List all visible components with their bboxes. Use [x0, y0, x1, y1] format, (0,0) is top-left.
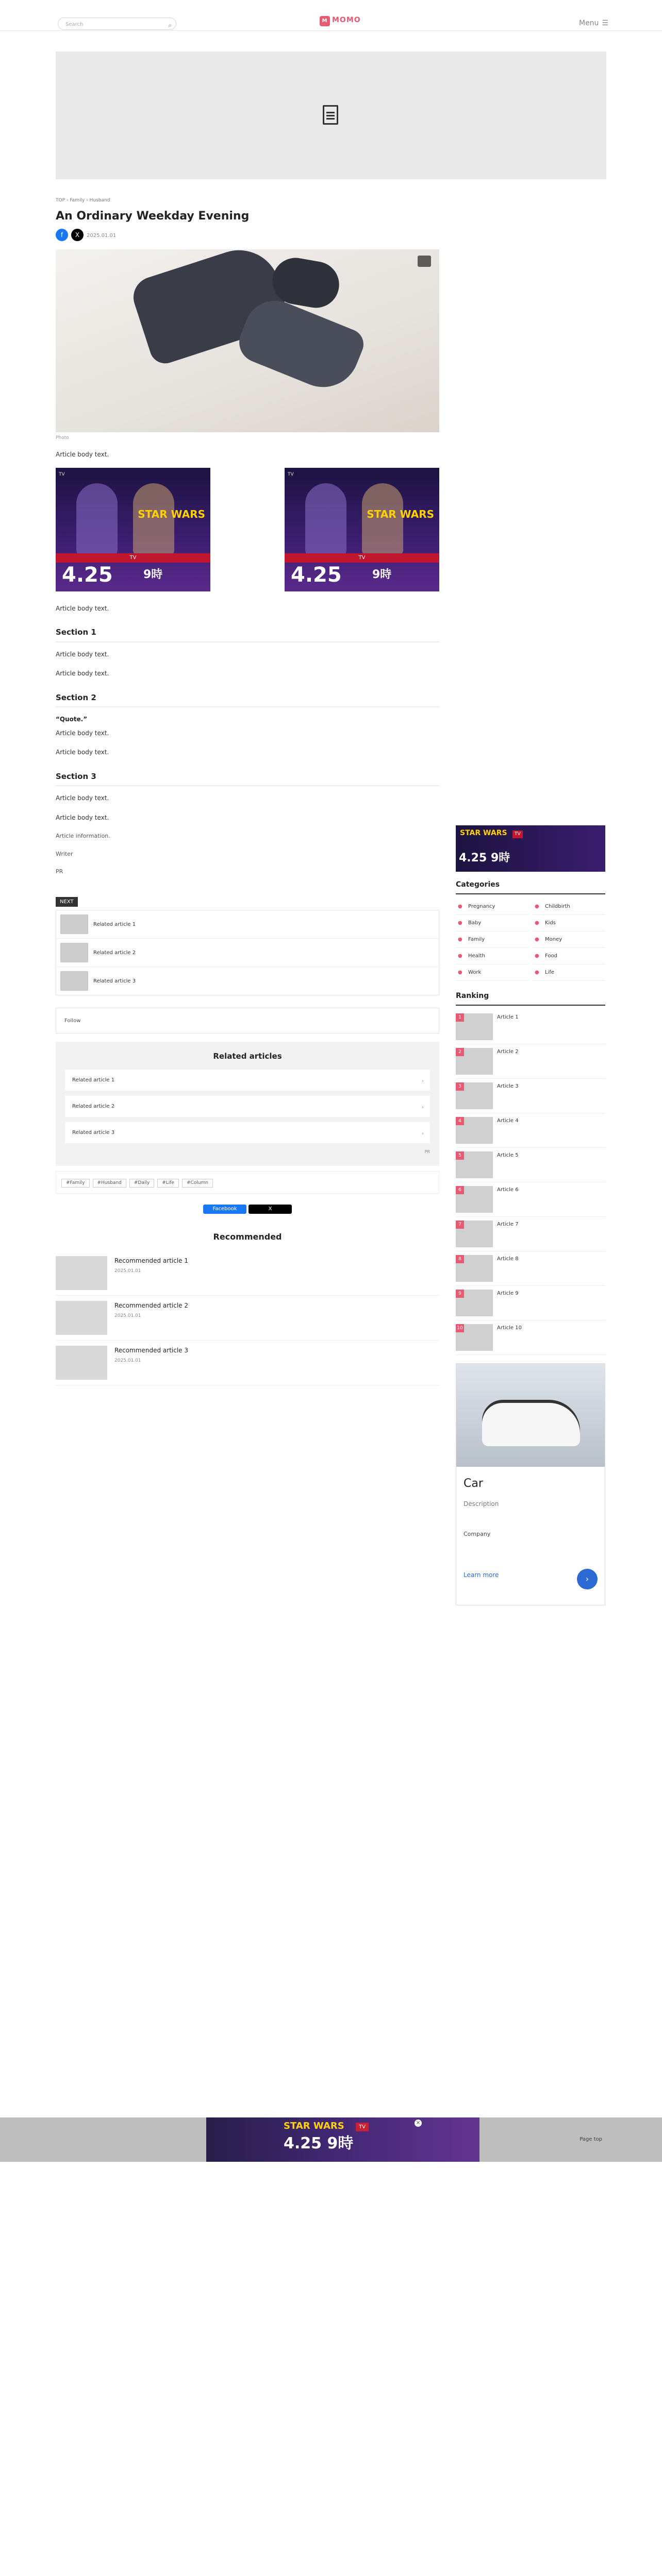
- tag[interactable]: #Life: [157, 1179, 179, 1188]
- ad-row: [56, 468, 439, 591]
- category-item[interactable]: [533, 948, 605, 964]
- ranking-item-title: Article 9: [497, 1290, 519, 1296]
- quote: “Quote.”: [56, 716, 88, 723]
- recommend-item-meta: 2025.01.01: [114, 1313, 141, 1319]
- author: Writer: [56, 850, 73, 857]
- ranking-item[interactable]: [456, 1010, 605, 1044]
- hero-image: [56, 249, 439, 432]
- ad-figure: [76, 483, 118, 555]
- body-paragraph: Article body text.: [56, 670, 109, 677]
- ad-band: TV: [285, 553, 439, 563]
- body-paragraph: Article body text.: [56, 814, 109, 821]
- category-item[interactable]: [456, 948, 528, 964]
- recommend-item-title: Recommended article 2: [114, 1301, 189, 1309]
- facebook-share-button[interactable]: Facebook: [203, 1205, 246, 1214]
- search-input[interactable]: Search ⌕: [58, 18, 176, 30]
- ranking-item[interactable]: [456, 1182, 605, 1217]
- body-paragraph: Article body text.: [56, 650, 109, 658]
- category-item[interactable]: [456, 915, 528, 931]
- recommend-item-meta: 2025.01.01: [114, 1268, 141, 1274]
- category-icon: ●: [535, 953, 539, 959]
- next-item[interactable]: [56, 967, 439, 995]
- gallery-icon[interactable]: [418, 256, 431, 267]
- rank-number: 6: [456, 1186, 464, 1194]
- ad-date: 4.25: [291, 563, 342, 587]
- document-icon: [323, 105, 338, 125]
- hamburger-icon: ☰: [602, 19, 608, 27]
- category-label: Money: [545, 936, 562, 942]
- next-item-title: Related article 1: [93, 921, 136, 927]
- close-icon[interactable]: ×: [415, 2120, 422, 2127]
- rank-number: 5: [456, 1151, 464, 1160]
- car-ad-desc: Description: [464, 1500, 499, 1507]
- ranking-item-title: Article 5: [497, 1152, 519, 1158]
- ranking-item-title: Article 3: [497, 1083, 519, 1089]
- category-label: Family: [468, 936, 485, 942]
- thumbnail: [56, 1301, 107, 1335]
- ad-band: TV: [356, 2123, 369, 2131]
- thumbnail: [56, 1256, 107, 1290]
- site-logo[interactable]: M MOMO: [320, 14, 361, 27]
- ad-date: 4.25: [284, 2134, 322, 2153]
- recommend-title: Recommended: [213, 1231, 282, 1242]
- ranking-item[interactable]: [456, 1286, 605, 1320]
- car-ad[interactable]: [456, 1363, 605, 1605]
- logo-mark-icon: M: [320, 16, 330, 26]
- ranking-item-title: Article 1: [497, 1014, 519, 1020]
- recommend-item-title: Recommended article 1: [114, 1257, 189, 1264]
- facebook-share-icon[interactable]: f: [56, 229, 68, 241]
- ad-title: STAR WARS: [284, 2121, 344, 2131]
- recommend-text: [114, 1256, 188, 1290]
- thumbnail: [60, 914, 88, 934]
- ranking-item[interactable]: [456, 1044, 605, 1079]
- ranking-item-title: Article 2: [497, 1048, 519, 1055]
- tag[interactable]: #Column: [182, 1179, 213, 1188]
- article-date: 2025.01.01: [87, 233, 117, 239]
- category-icon: ●: [535, 936, 539, 942]
- ranking-item[interactable]: [456, 1251, 605, 1286]
- thumbnail: [60, 943, 88, 962]
- category-label: Work: [468, 969, 482, 975]
- tag[interactable]: #Family: [61, 1179, 90, 1188]
- category-label: Baby: [468, 920, 482, 926]
- next-item[interactable]: [56, 910, 439, 939]
- recommend-section: [56, 1230, 439, 1385]
- thumbnail: [60, 971, 88, 991]
- search-icon[interactable]: ⌕: [168, 22, 172, 29]
- ad-time: 9時: [143, 568, 163, 581]
- category-item[interactable]: [533, 915, 605, 931]
- next-list: [56, 910, 439, 995]
- related-item[interactable]: Related article 3 ›: [65, 1122, 430, 1143]
- section-heading: Section 1: [56, 626, 439, 642]
- sidebar: [456, 197, 605, 1605]
- ad-time: 9時: [490, 851, 510, 865]
- category-icon: ●: [535, 920, 539, 926]
- category-icon: ●: [458, 903, 462, 909]
- ad-time: 9時: [327, 2134, 354, 2153]
- section-heading: Section 3: [56, 770, 439, 787]
- recommend-item[interactable]: [56, 1296, 439, 1341]
- car-ad-title: Car: [464, 1477, 483, 1490]
- ad-time: 9時: [372, 568, 392, 581]
- ad-figure: [305, 483, 346, 555]
- next-item-title: Related article 3: [93, 978, 136, 984]
- car-image: [456, 1364, 605, 1467]
- ad-title: STAR WARS: [367, 507, 434, 520]
- share-row: [56, 229, 439, 242]
- floating-ad-bar: [0, 2117, 662, 2162]
- related-item[interactable]: Related article 1 ›: [65, 1070, 430, 1091]
- thumbnail: [56, 1346, 107, 1380]
- section-heading: Section 2: [56, 691, 439, 708]
- recommend-item[interactable]: [56, 1251, 439, 1296]
- related-title: Related articles: [213, 1052, 282, 1061]
- ranking-item-title: Article 6: [497, 1187, 519, 1193]
- rank-number: 10: [456, 1324, 464, 1332]
- tag-list: [56, 1171, 439, 1194]
- recommend-item-title: Recommended article 3: [114, 1346, 189, 1354]
- recommend-text: [114, 1346, 188, 1380]
- ranking-title: Ranking: [456, 990, 605, 1006]
- car-ad-link[interactable]: Learn more: [464, 1571, 499, 1579]
- breadcrumb[interactable]: TOP › Family › Husband: [56, 198, 110, 203]
- category-item[interactable]: [456, 899, 528, 915]
- ad-title: STAR WARS: [138, 507, 205, 520]
- follow-banner[interactable]: [56, 1008, 439, 1033]
- category-icon: ●: [535, 903, 539, 909]
- ad-datetime: [284, 2136, 353, 2151]
- recommend-item-meta: 2025.01.01: [114, 1358, 141, 1364]
- category-icon: ●: [458, 920, 462, 926]
- article-title: An Ordinary Weekday Evening: [56, 210, 250, 223]
- category-item[interactable]: [456, 931, 528, 948]
- ad-date: 4.25: [62, 563, 113, 587]
- category-label: Kids: [545, 920, 556, 926]
- category-icon: ●: [458, 953, 462, 959]
- ranking-item-title: Article 7: [497, 1221, 519, 1227]
- x-share-icon[interactable]: X: [71, 229, 84, 241]
- top-ad-placeholder[interactable]: [56, 52, 606, 179]
- ranking-item[interactable]: [456, 1079, 605, 1113]
- rank-number: 8: [456, 1255, 464, 1263]
- ad-badge: TV: [288, 471, 294, 477]
- category-label: Childbirth: [545, 903, 570, 909]
- ranking-item[interactable]: [456, 1217, 605, 1251]
- movie-ad[interactable]: [56, 468, 210, 591]
- ad-badge: TV: [59, 471, 65, 477]
- related-box: [56, 1042, 439, 1165]
- next-label: NEXT: [56, 897, 78, 907]
- category-item[interactable]: [533, 931, 605, 948]
- category-icon: ●: [458, 936, 462, 942]
- body-paragraph: Article body text.: [56, 729, 109, 737]
- ad-datetime: [459, 849, 510, 868]
- ranking-item[interactable]: [456, 1113, 605, 1148]
- ranking-item-title: Article 10: [497, 1325, 522, 1331]
- categories-title: Categories: [456, 879, 605, 894]
- rank-number: 4: [456, 1117, 464, 1125]
- tag[interactable]: #Husband: [93, 1179, 126, 1188]
- car-ad-company: Company: [464, 1530, 491, 1537]
- intro-paragraph: Article body text.: [56, 604, 109, 612]
- menu-button[interactable]: Menu ☰: [576, 18, 608, 30]
- follow-text: Follow: [64, 1018, 81, 1024]
- pr-label: PR: [56, 868, 63, 875]
- page-top-link[interactable]: Page top: [580, 2137, 602, 2142]
- chevron-right-icon[interactable]: ›: [577, 1569, 598, 1589]
- movie-ad[interactable]: [285, 468, 439, 591]
- recommend-text: [114, 1301, 188, 1335]
- sidebar-spacer: [456, 197, 605, 825]
- related-item[interactable]: Related article 2 ›: [65, 1096, 430, 1117]
- rank-number: 3: [456, 1082, 464, 1091]
- body-paragraph: Article body text.: [56, 794, 109, 802]
- sidebar-movie-ad[interactable]: [456, 825, 605, 872]
- image-caption: Photo: [56, 435, 69, 441]
- article-info: Article information.: [56, 833, 110, 840]
- category-item[interactable]: [533, 964, 605, 981]
- ranking-item[interactable]: [456, 1320, 605, 1355]
- category-icon: ●: [458, 969, 462, 975]
- recommend-item[interactable]: [56, 1341, 439, 1385]
- category-icon: ●: [535, 969, 539, 975]
- site-header: [0, 0, 662, 31]
- rank-number: 2: [456, 1048, 464, 1056]
- next-item[interactable]: [56, 939, 439, 967]
- rank-number: 7: [456, 1221, 464, 1229]
- intro-paragraph: Article body text.: [56, 450, 109, 458]
- ranking-item-title: Article 4: [497, 1117, 519, 1124]
- floating-movie-ad[interactable]: [206, 2117, 479, 2162]
- ad-band: TV: [56, 553, 210, 563]
- category-item[interactable]: [533, 899, 605, 915]
- related-pr: PR: [424, 1149, 430, 1154]
- category-label: Life: [545, 969, 555, 975]
- next-item-title: Related article 2: [93, 950, 136, 956]
- category-label: Pregnancy: [468, 903, 495, 909]
- bottom-share: [56, 1203, 439, 1214]
- category-label: Health: [468, 953, 485, 959]
- ad-title: STAR WARS: [460, 829, 507, 837]
- rank-number: 9: [456, 1290, 464, 1298]
- ranking-item-title: Article 8: [497, 1256, 519, 1262]
- rank-number: 1: [456, 1013, 464, 1022]
- ad-date: 4.25: [459, 851, 487, 865]
- category-label: Food: [545, 953, 557, 959]
- ranking-item[interactable]: [456, 1148, 605, 1182]
- tag[interactable]: #Daily: [129, 1179, 154, 1188]
- article-main: [56, 197, 439, 1385]
- ranking-list: [456, 1010, 605, 1355]
- x-share-button[interactable]: X: [249, 1205, 292, 1214]
- ad-band: TV: [512, 831, 523, 838]
- body-paragraph: Article body text.: [56, 749, 109, 756]
- category-list: [456, 899, 605, 981]
- category-item[interactable]: [456, 964, 528, 981]
